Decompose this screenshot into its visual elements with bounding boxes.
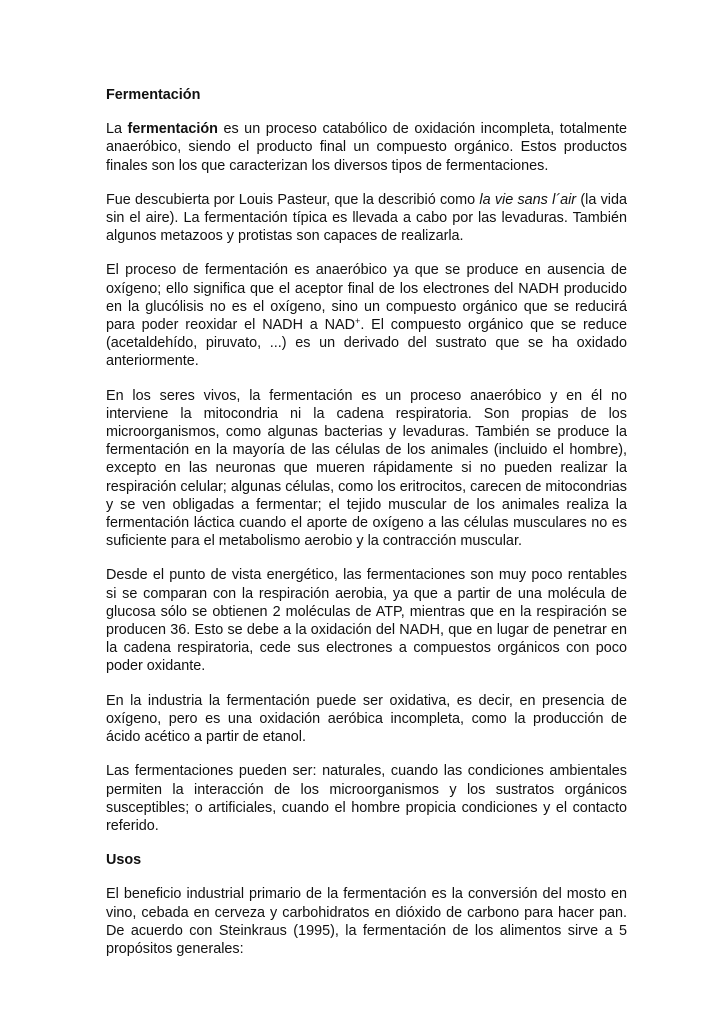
section-title-usos: Usos <box>106 852 142 869</box>
paragraph-uses: El beneficio industrial primario de la fermentación es la conversión del mosto en vino, cebada en cerveza y carbohidratos en dióxido de carbono para hacer pan. De acuerdo con Steinkraus (1995), la fermentación de los alimentos sirve a 5 propósitos generales: <box>106 886 627 957</box>
bold-term: fermentación <box>127 121 218 138</box>
italic-quote: la vie sans l´air <box>479 191 577 208</box>
paragraph-types: Las fermentaciones pueden ser: naturales, cuando las condiciones ambientales permiten la interacción de los microorganismos y los sustratos orgánicos susceptibles; o artificiales, cuando el hombre propicia condiciones y el contacto referido. <box>106 763 627 834</box>
section-title-fermentacion: Fermentación <box>106 87 201 103</box>
paragraph-energetics: Desde el punto de vista energético, las fermentaciones son muy poco rentables si se comparan con la respiración aerobia, ya que a partir de una molécula de glucosa sólo se obtienen 2 moléculas de ATP, mientras que en la respiración se producen 36. Esto se debe a la oxidación del NADH, que en lugar de penetrar en la cadena respiratoria, cede sus electrones a compuestos orgánicos con poco poder oxidante. <box>106 567 627 675</box>
superscript-plus: + <box>355 316 361 327</box>
paragraph-anaerobic-process: El proceso de fermentación es anaeróbico ya que se produce en ausencia de oxígeno; ello significa que el aceptor final de los electrones del NADH producido en la glucólisis no es el oxígeno, sino un compuesto orgánico que se reducirá para poder reoxidar el NADH a NAD+. El compuesto orgánico que se reduce (acetaldehído, piruvato, ...) es un derivado del sustrato que se ha oxidado anteriormente. <box>106 262 627 370</box>
paragraph-living-beings: En los seres vivos, la fermentación es un proceso anaeróbico y en él no interviene la mitocondria ni la cadena respiratoria. Son propias de los microorganismos, como algunas bacterias y levaduras. También se produce la fermentación en la mayoría de las células de los animales (incluido el hombre), excepto en las neuronas que mueren rápidamente si no pueden realizar la respiración celular; algunas células, como los eritrocitos, carecen de mitocondrias y se ven obligadas a fermentar; el tejido muscular de los animales realiza la fermentación láctica cuando el aporte de oxígeno a las células musculares no es suficiente para el metabolismo aerobio y la contracción muscular. <box>106 387 627 550</box>
document-page <box>106 86 627 974</box>
paragraph-pasteur: Fue descubierta por Louis Pasteur, que la describió como la vie sans l´air (la vida sin el aire). La fermentación típica es llevada a cabo por las levaduras. También algunos metazoos y protistas son capaces de realizarla. <box>106 191 627 245</box>
paragraph-industry: En la industria la fermentación puede ser oxidativa, es decir, en presencia de oxígeno, pero es una oxidación aeróbica incompleta, como la producción de ácido acético a partir de etanol. <box>106 692 627 746</box>
paragraph-definition: La fermentación es un proceso catabólico de oxidación incompleta, totalmente anaeróbico, siendo el producto final un compuesto orgánico. Estos productos finales son los que caracterizan los diversos tipos de fermentaciones. <box>106 121 627 174</box>
